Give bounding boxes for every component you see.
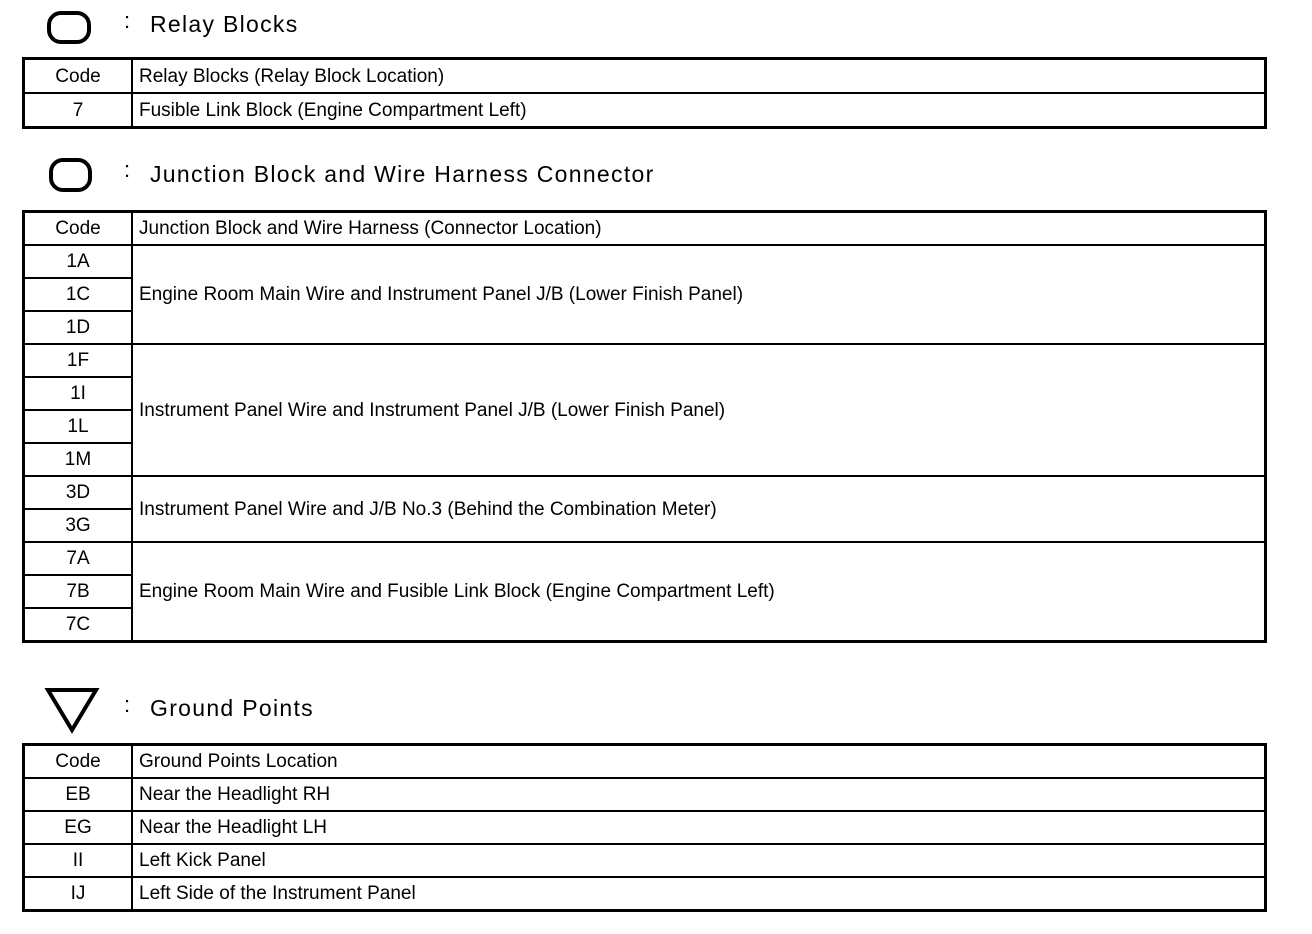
table-header-row bbox=[24, 212, 1266, 246]
code-cell: IJ bbox=[24, 877, 133, 911]
desc-cell: Left Side of the Instrument Panel bbox=[132, 877, 1266, 911]
desc-cell: Instrument Panel Wire and J/B No.3 (Behind the Combination Meter) bbox=[132, 476, 1266, 542]
code-cell: 1F bbox=[24, 344, 133, 377]
junction-block-table bbox=[22, 210, 1267, 643]
table-row bbox=[24, 844, 1266, 877]
desc-cell: Near the Headlight LH bbox=[132, 811, 1266, 844]
table-header-row bbox=[24, 745, 1266, 779]
code-cell: 1L bbox=[24, 410, 133, 443]
desc-cell: Instrument Panel Wire and Instrument Panel J/B (Lower Finish Panel) bbox=[132, 344, 1266, 476]
header-code-cell: Code bbox=[24, 212, 133, 246]
table-row bbox=[24, 344, 1266, 377]
desc-cell: Left Kick Panel bbox=[132, 844, 1266, 877]
code-cell: II bbox=[24, 844, 133, 877]
table-row bbox=[24, 877, 1266, 911]
relay-block-symbol-icon bbox=[46, 10, 94, 46]
junction-block-heading bbox=[0, 156, 1312, 196]
code-cell: EG bbox=[24, 811, 133, 844]
desc-cell: Engine Room Main Wire and Instrument Panel J/B (Lower Finish Panel) bbox=[132, 245, 1266, 344]
code-cell: 3D bbox=[24, 476, 133, 509]
ground-points-table bbox=[22, 743, 1267, 912]
code-cell: 7B bbox=[24, 575, 133, 608]
table-row bbox=[24, 93, 1266, 128]
code-cell: 7C bbox=[24, 608, 133, 642]
heading-colon: : bbox=[124, 157, 131, 182]
code-cell: 1M bbox=[24, 443, 133, 476]
relay-blocks-table bbox=[22, 57, 1267, 129]
table-row bbox=[24, 476, 1266, 509]
heading-colon: : bbox=[124, 692, 131, 717]
section-title: Junction Block and Wire Harness Connector bbox=[150, 161, 655, 187]
header-code-cell: Code bbox=[24, 745, 133, 779]
header-code-cell: Code bbox=[24, 59, 133, 94]
code-cell: 7 bbox=[24, 93, 133, 128]
header-desc-cell: Relay Blocks (Relay Block Location) bbox=[132, 59, 1266, 94]
code-cell: 1D bbox=[24, 311, 133, 344]
heading-colon: : bbox=[124, 8, 131, 33]
section-title: Relay Blocks bbox=[150, 11, 299, 37]
header-desc-cell: Junction Block and Wire Harness (Connector Location) bbox=[132, 212, 1266, 246]
desc-cell: Fusible Link Block (Engine Compartment Left) bbox=[132, 93, 1266, 128]
desc-cell: Near the Headlight RH bbox=[132, 778, 1266, 811]
table-row bbox=[24, 778, 1266, 811]
code-cell: 7A bbox=[24, 542, 133, 575]
code-cell: 1C bbox=[24, 278, 133, 311]
table-row bbox=[24, 245, 1266, 278]
table-row bbox=[24, 542, 1266, 575]
ground-points-heading bbox=[0, 686, 1312, 726]
code-cell: EB bbox=[24, 778, 133, 811]
table-row bbox=[24, 811, 1266, 844]
code-cell: 3G bbox=[24, 509, 133, 542]
table-header-row bbox=[24, 59, 1266, 94]
ground-point-triangle-icon bbox=[44, 686, 100, 736]
relay-blocks-heading bbox=[0, 8, 1312, 48]
desc-cell: Engine Room Main Wire and Fusible Link Block (Engine Compartment Left) bbox=[132, 542, 1266, 642]
code-cell: 1A bbox=[24, 245, 133, 278]
junction-block-symbol-icon bbox=[46, 157, 96, 195]
section-title: Ground Points bbox=[150, 695, 314, 721]
header-desc-cell: Ground Points Location bbox=[132, 745, 1266, 779]
code-cell: 1I bbox=[24, 377, 133, 410]
